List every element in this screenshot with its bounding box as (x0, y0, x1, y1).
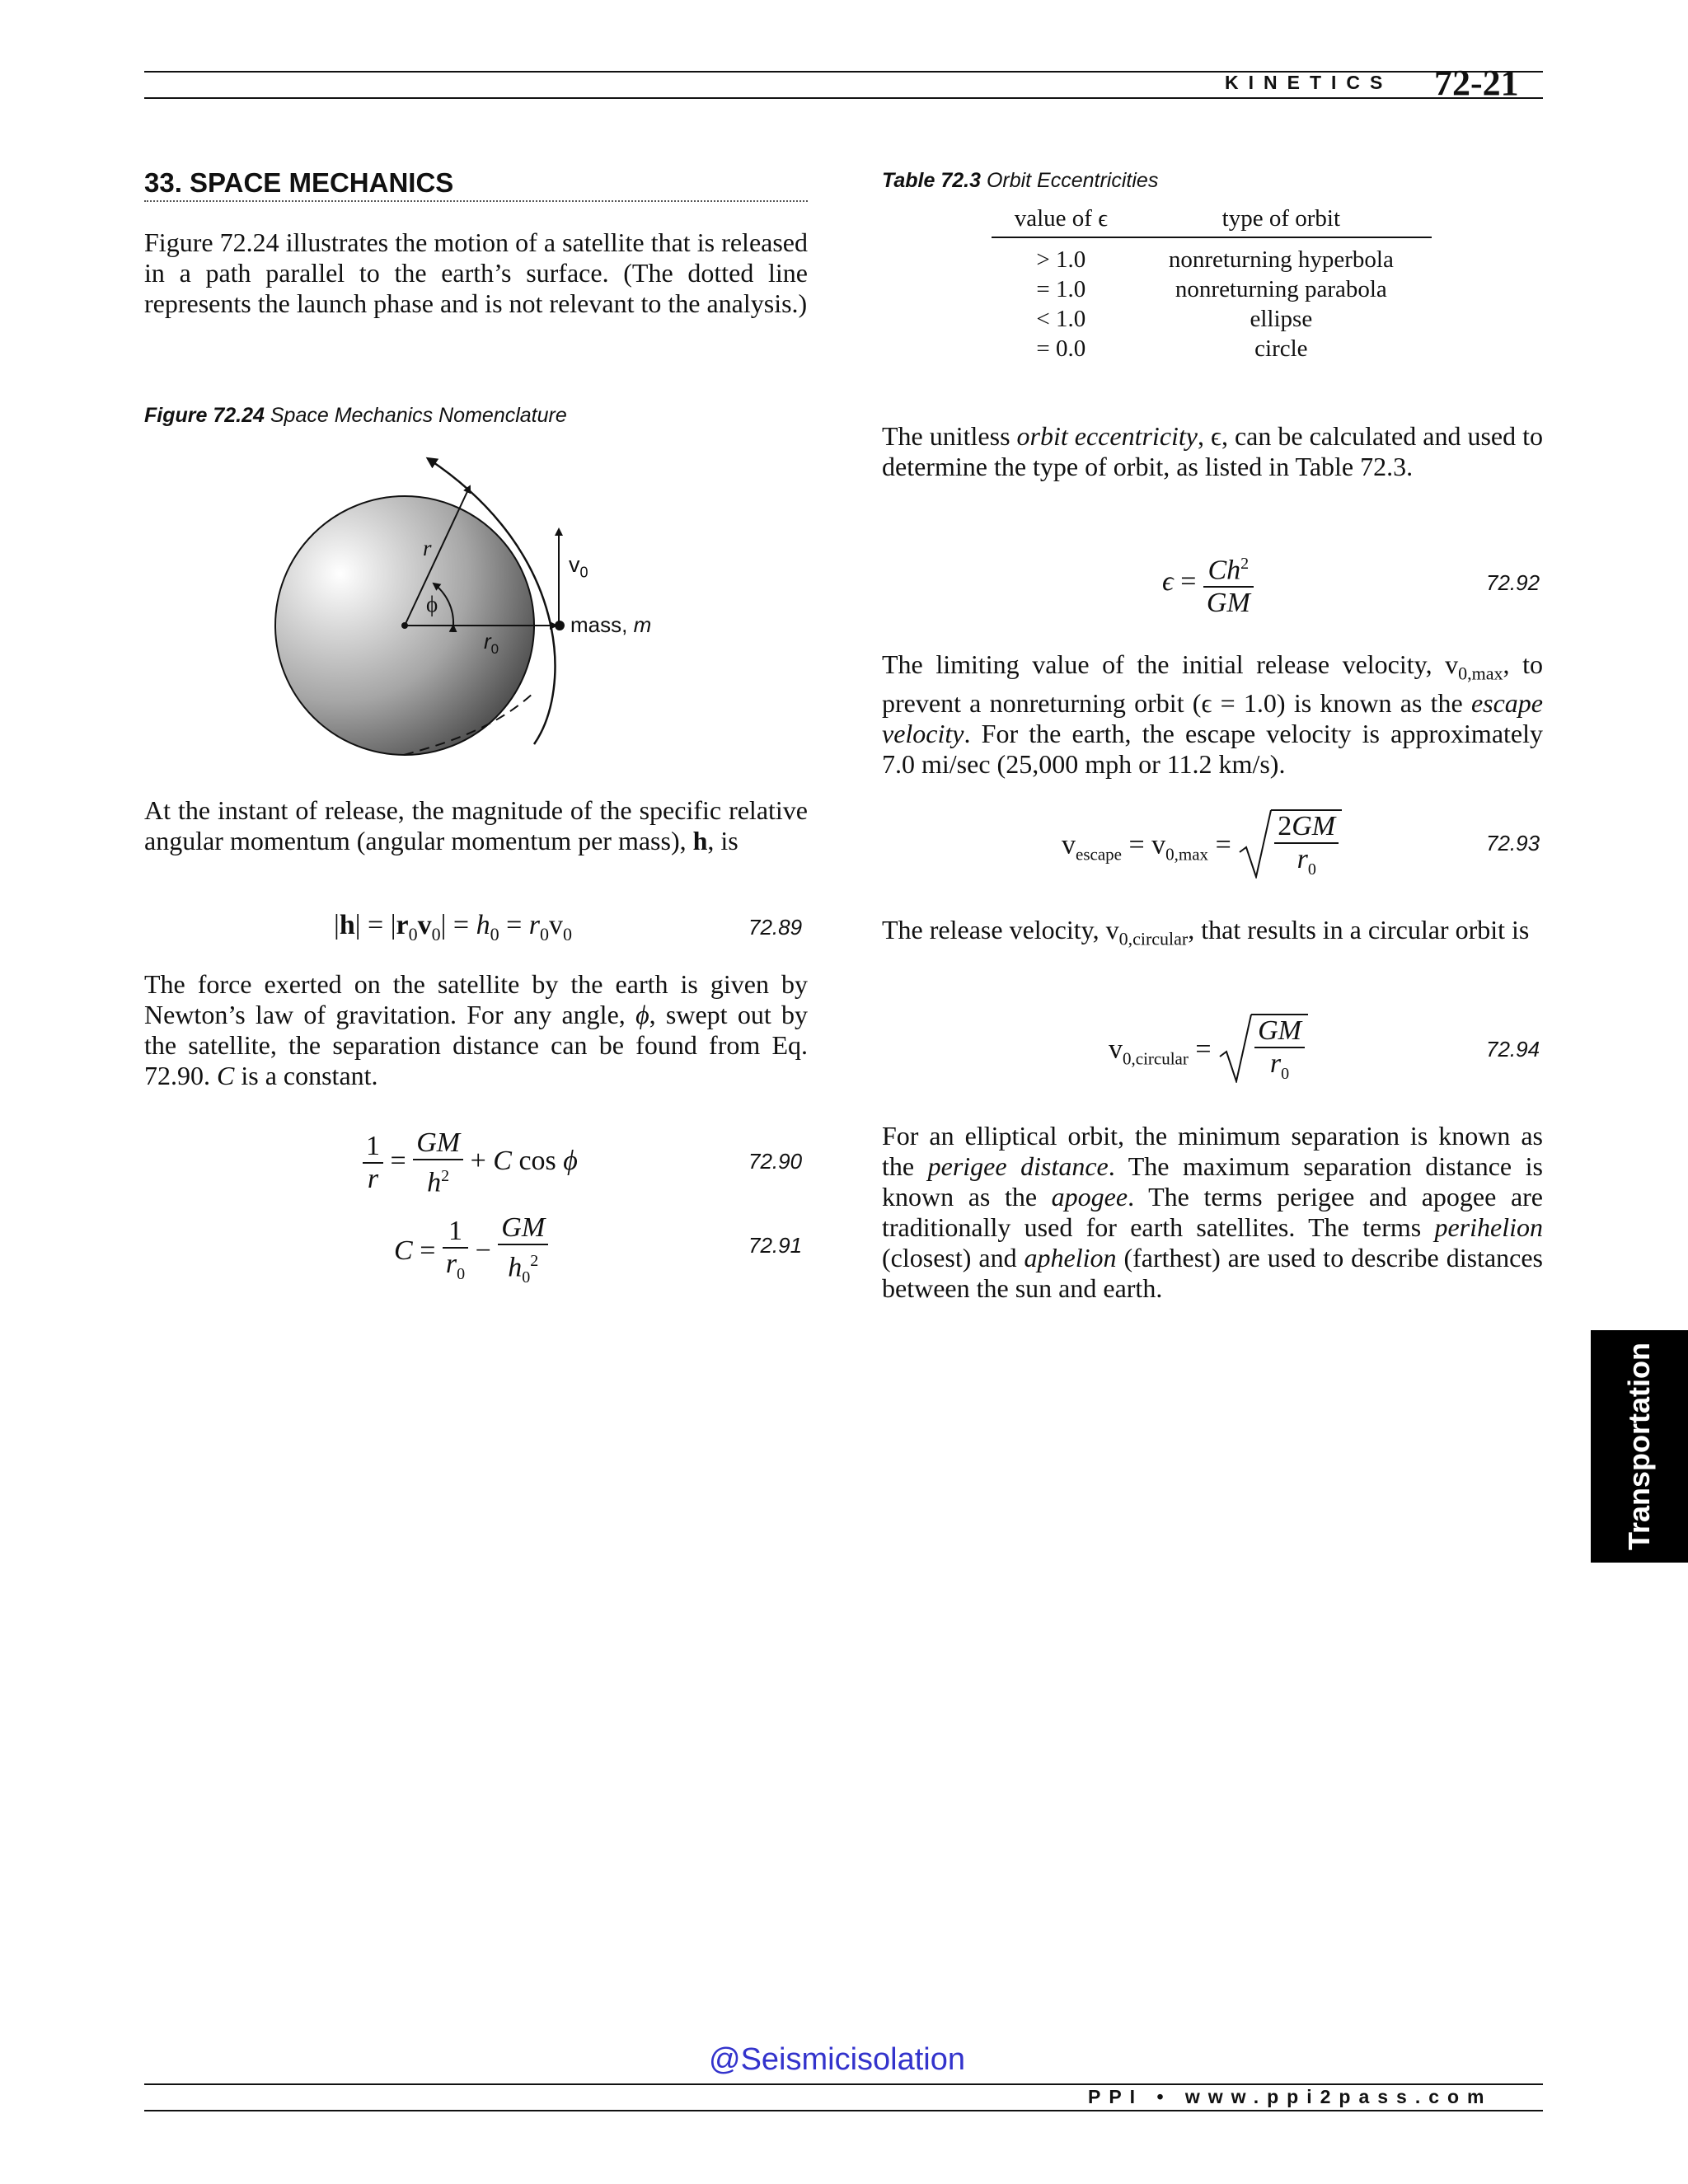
table-header-row (992, 204, 1432, 237)
equation-72-91: C = $\frac{1}{r_0}$ − $\frac{GM}{h_0^2}$ (394, 1212, 548, 1293)
eccentricity-paragraph: The unitless orbit eccentricity, ϵ, can be calculated and used to determine the type of orbit, as listed in Table 72.3. (882, 421, 1543, 481)
figure-label: Figure 72.24 (144, 404, 265, 427)
equation-number-72-92: 72.92 (1486, 570, 1540, 595)
figure-caption (144, 404, 567, 428)
equation-number-72-93: 72.93 (1486, 831, 1540, 855)
equation-72-94: $v_{0,circular}$ = $\frac{GM}{r_0}$ (1109, 1014, 1308, 1090)
page-number: 72-21 (1434, 63, 1519, 103)
footer-text[interactable]: PPI • www.ppi2pass.com (1088, 2086, 1493, 2107)
orbit-eccentricities-table (992, 204, 1432, 363)
table-row: = 1.0 nonreturning parabola (1036, 276, 1387, 302)
table-row: = 0.0 circle (1036, 335, 1308, 362)
watermark: @Seismicisolation (709, 2042, 966, 2077)
equation-72-90: $\frac{1}{r}$ = $\frac{GM}{h^2}$ + C cos ϕ (363, 1127, 578, 1198)
table-caption-text: Orbit Eccentricities (986, 169, 1159, 192)
center-dot (401, 622, 408, 629)
table-label: Table 72.3 (882, 169, 981, 192)
label-r0: $r_0$ (484, 629, 499, 658)
equation-72-92: ϵ = $\frac{Ch^2}{GM}$ (1162, 548, 1254, 619)
equation-number-72-91: 72.91 (748, 1233, 803, 1258)
label-mass: mass, m (570, 612, 652, 637)
table-header-type: type of orbit (1221, 205, 1341, 232)
section-title-dotted-rule (144, 200, 808, 202)
footer-top-rule (144, 2083, 1543, 2085)
figure-caption-text: Space Mechanics Nomenclature (270, 404, 567, 427)
label-r: r (423, 536, 432, 560)
equation-number-72-89: 72.89 (748, 915, 803, 940)
label-v0: $v_0$ (569, 552, 588, 581)
perigee-apogee-paragraph: For an elliptical orbit, the minimum separation is known as the perigee distance. The maximum separation distance is known as the apogee. The terms perigee and apogee are traditionally used for earth satellites. The terms perihelion (closest) and aphelion (farthest) are used to describe distances between the sun and earth. (882, 1121, 1544, 1303)
mass-dot (555, 621, 565, 630)
momentum-paragraph: At the instant of release, the magnitude of the specific relative angular momentum (angular momentum per mass), h, is (144, 795, 808, 855)
side-tab-label: Transportation (1622, 1342, 1656, 1551)
equation-72-93: $v_{escape} = v_{0,max}$ = $\frac{2GM}{r_0}$ (1062, 809, 1342, 885)
label-phi: ϕ (426, 592, 438, 616)
equation-72-89: $|h| = |r_0v_0| = h_0 = r_0v_0$ (334, 910, 573, 944)
table-row: < 1.0 ellipse (1036, 306, 1313, 332)
footer-bottom-rule (144, 2110, 1543, 2111)
equation-number-72-94: 72.94 (1486, 1037, 1540, 1062)
equation-number-72-90: 72.90 (748, 1149, 803, 1174)
circular-velocity-paragraph: The release velocity, $v_{0,circular}$, that results in a circular orbit is (882, 915, 1530, 949)
table-header-value: value of ϵ (1014, 205, 1108, 232)
header-bottom-rule (144, 97, 1543, 99)
table-caption (882, 169, 1158, 193)
gravitation-paragraph: The force exerted on the satellite by the earth is given by Newton’s law of gravitation. For any angle, ϕ, swept out by the satellite, the separation distance can be found from Eq. 72.90. C is a constant. (144, 969, 809, 1090)
table-row: > 1.0 nonreturning hyperbola (1036, 246, 1394, 273)
section-title: 33. SPACE MECHANICS (144, 167, 454, 198)
orbit-eccentricities-table-wrap (992, 204, 1432, 363)
header-section-name: KINETICS (1225, 72, 1393, 93)
side-tab-transportation[interactable] (1591, 1330, 1688, 1563)
intro-paragraph: Figure 72.24 illustrates the motion of a satellite that is released in a path parallel to the earth’s surface. (The dotted line represents the launch phase and is not relevant to the analysis.) (144, 227, 808, 318)
escape-velocity-paragraph: The limiting value of the initial release velocity, $v_{0,max}$, to prevent a nonreturning orbit (ϵ = 1.0) is known as the escape velocity. For the earth, the escape velocity is approximately 7.0 mi/sec (25,000 mph or 11.2 km/s). (882, 649, 1544, 780)
space-mechanics-figure (272, 445, 734, 775)
